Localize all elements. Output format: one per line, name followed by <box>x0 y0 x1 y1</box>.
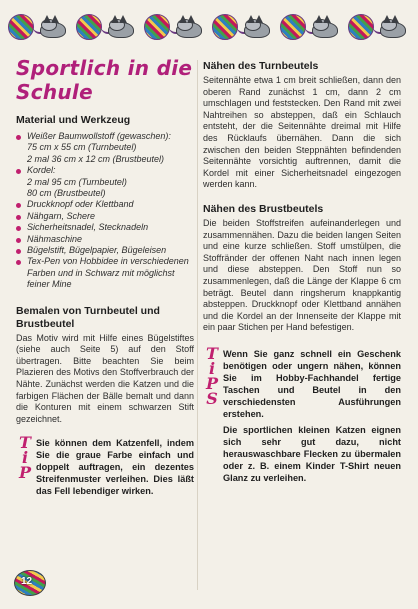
page-number-text: 12 <box>21 576 33 587</box>
list-item-text: 2 mal 95 cm (Turnbeutel) <box>27 176 127 187</box>
tip-letter: P <box>18 463 32 483</box>
turnbeutel-text: Seitennähte etwa 1 cm breit schließen, dann den oberen Rand zunächst 1 cm, dann 2 cm umschlagen und feststecken. Den Rand mit zwei Nahtreihen so absteppen, daß ein Schlauch entsteht, der die Seitennähte dreimal mit Hilfe des Rücklaufs übernähen. Dann die sich zwischen den beiden Steppnähten befindenden Seitennähte vorsichtig auftrennen, damit die Kordel mit einer Sicherheitsnadel eingezogen werden kann. <box>203 75 401 190</box>
list-item-text: Nähmaschine <box>27 233 83 244</box>
material-list <box>16 131 194 291</box>
yarn-ball-icon <box>280 14 306 40</box>
tips-box <box>203 343 401 484</box>
list-item-text: Bügelstift, Bügelpapier, Bügeleisen <box>27 245 167 256</box>
tip-text: Sie können dem Katzenfell, indem Sie die graue Farbe einfach und doppelt auftragen, ein dezentes Streifenmuster verleihen. Dies läßt das Fell lebendiger wirken. <box>36 438 194 497</box>
cat-icon <box>242 12 272 40</box>
tip-letter: S <box>206 388 218 408</box>
cat-icon <box>38 12 68 40</box>
list-item-text: Farben und in Schwarz mit möglichst <box>27 267 175 278</box>
list-item <box>16 131 194 165</box>
yarn-ball-icon <box>76 14 102 40</box>
bullet-icon <box>16 169 21 174</box>
list-item-text: Nähgarn, Schere <box>27 210 96 221</box>
yarn-ball-icon <box>144 14 170 40</box>
list-item <box>16 234 194 245</box>
tips-label <box>203 343 221 408</box>
tip-letter: i <box>21 448 29 468</box>
turnbeutel-heading: Nähen des Turnbeutels <box>203 60 319 72</box>
cat-icon <box>174 12 204 40</box>
bullet-icon <box>16 249 21 254</box>
cat-icon <box>106 12 136 40</box>
list-item-text: 80 cm (Brustbeutel) <box>27 188 106 199</box>
page-title-line: Sportlich in die <box>16 56 193 80</box>
page-title <box>16 56 194 104</box>
page-number <box>14 568 48 598</box>
yarn-ball-icon <box>348 14 374 40</box>
tip-letter: T <box>19 433 31 453</box>
list-item-text: Weißer Baumwollstoff (gewaschen): <box>27 131 171 141</box>
tip-letter: i <box>208 358 216 378</box>
list-item <box>16 245 194 256</box>
list-item-text: Druckknopf oder Klettband <box>27 199 134 210</box>
tip-label <box>16 433 34 483</box>
bullet-icon <box>16 238 21 243</box>
list-item <box>16 211 194 222</box>
list-item-text: 2 mal 36 cm x 12 cm (Brustbeutel) <box>27 153 165 164</box>
cat-icon <box>310 12 340 40</box>
brustbeutel-text: Die beiden Stoffstreifen aufeinanderlegen und zusammennähen. Dazu die beiden langen Seiten und eine kurze schließen. Stoff umstülpen, die Stoffränder der offenen Naht nach innen legen und diese absteppen. Den Stoff nun so zusammenlegen, daß die Länge der Klappe 6 cm beträgt. Beutel dann ringsherum knappkantig absteppen. Druckknopf oder Klettband annähen und die Kordel an der Innenseite der Klappe mit ein paar Stichen per Hand befestigen. <box>203 217 401 333</box>
column-divider <box>197 60 198 590</box>
list-item <box>16 256 194 290</box>
brustbeutel-heading: Nähen des Brustbeutels <box>203 202 324 215</box>
list-item <box>16 165 194 199</box>
tips-paragraph: Wenn Sie ganz schnell ein Geschenk benötigen oder ungern nähen, können Sie im Hobby-Fachhandel fertige Taschen und Beutel in den verschiedensten Ausführungen erstehen. <box>223 348 401 419</box>
tips-text <box>223 348 401 484</box>
list-item-text: 75 cm x 55 cm (Turnbeutel) <box>27 142 137 153</box>
bullet-icon <box>16 226 21 231</box>
list-item <box>16 199 194 210</box>
page-title-line: Schule <box>16 80 93 104</box>
material-heading: Material und Werkzeug <box>16 114 131 126</box>
list-item-text: feiner Mine <box>27 279 72 290</box>
tip-letter: P <box>205 373 219 393</box>
list-item-text: Tex-Pen von Hobbidee in verschiedenen <box>27 256 189 267</box>
list-item <box>16 222 194 233</box>
left-column <box>16 56 194 497</box>
bemalen-text: Das Motiv wird mit Hilfe eines Bügelstiftes (siehe auch Seite 5) auf den Stoff übertragen. Bitte beachten Sie beim Plazieren des Motivs den Stoffverbrauch der Nähte. Zunächst werden die Katzen und die farbigen Flächen der Bälle bemalt und dann die Konturen mit einem schwarzen Stift gezeichnet. <box>16 332 194 424</box>
list-item-text: Sicherheitsnadel, Stecknadeln <box>27 222 149 233</box>
cat-icon <box>378 12 408 40</box>
bullet-icon <box>16 135 21 140</box>
yarn-ball-icon <box>8 14 34 40</box>
header-decoration <box>8 8 412 48</box>
yarn-ball-icon <box>212 14 238 40</box>
bemalen-heading: Bemalen von Turnbeutel und Brustbeutel <box>16 304 160 330</box>
list-item-text: Kordel: <box>27 165 56 176</box>
tip-box <box>16 433 194 497</box>
tip-letter: T <box>206 343 218 363</box>
bullet-icon <box>16 203 21 208</box>
right-column <box>203 56 401 484</box>
tips-paragraph: Die sportlichen kleinen Katzen eignen sich sehr gut dazu, nicht herauswaschbare Flecken zu übermalen oder z. B. einem Kinder T-Shirt neuen Glanz zu verleihen. <box>223 424 401 483</box>
bullet-icon <box>16 215 21 220</box>
bullet-icon <box>16 260 21 265</box>
